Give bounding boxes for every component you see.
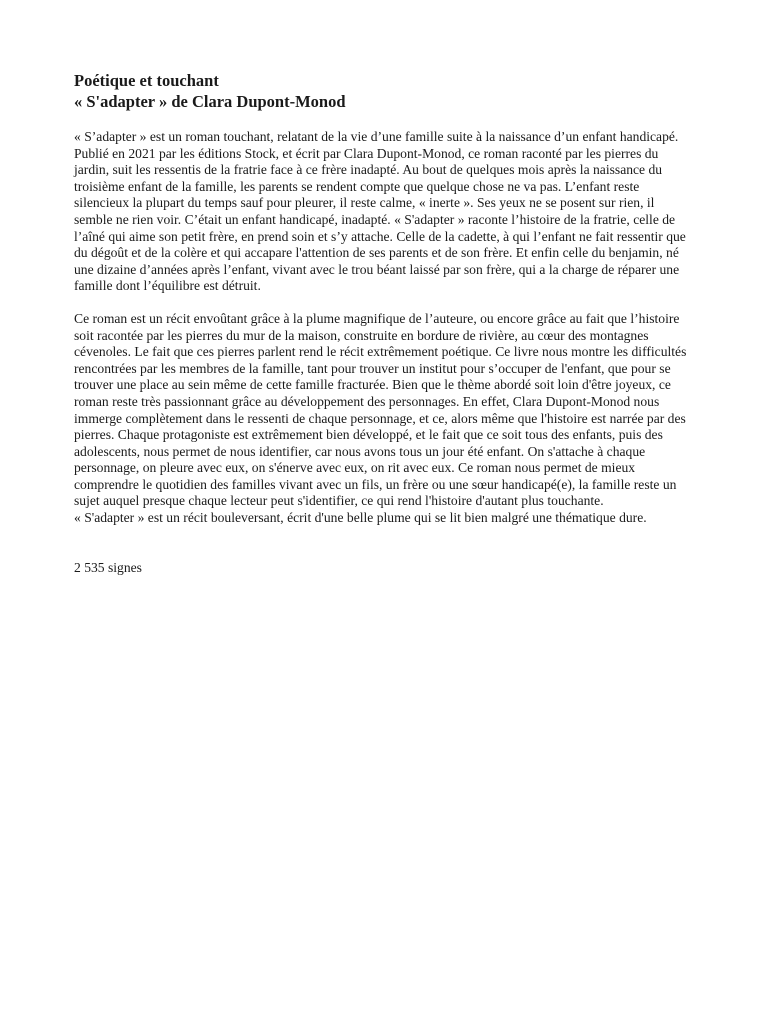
sign-count: 2 535 signes [74,559,142,575]
signes-spacer [74,527,694,560]
paragraph-intro: « S’adapter » est un roman touchant, relatant de la vie d’une famille suite à la naissance d’un enfant handicapé. Publié en 2021 par les éditions Stock, et écrit par Clara Dupont-Monod, ce roman raconté par les pierres du jardin, suit les ressentis de la fratrie face à ce frère inadapté. Au bout de quelques mois après la naissance du troisième enfant de la famille, les parents se rendent compte que quelque chose ne va pas. L’enfant reste silencieux la plupart du temps sauf pour pleurer, il reste calme, « inerte ». Ses yeux ne se posent sur rien, il semble ne rien voir. C’était un enfant handicapé, inadapté. « S'adapter » raconte l’histoire de la fratrie, celle de l’aîné qui aime son petit frère, en prend soin et s’y attache. Celle de la cadette, à qui l’enfant ne fait ressentir que du dégoût et de la colère et qui accapare l'attention de ses parents et de son frère. Et enfin celle du benjamin, né une dizaine d’années après l’enfant, vivant avec le trou béant laissé par son frère, qui a la charge de réparer une famille dont l’équilibre est détruit. [74,129,686,294]
paragraph-spacer [74,295,694,311]
paragraph-conclusion: « S'adapter » est un récit bouleversant, écrit d'une belle plume qui se lit bien malgré une thématique dure. [74,510,647,526]
title-line-1: Poétique et touchant [74,71,219,90]
document-title [74,70,694,112]
paragraph-review: Ce roman est un récit envoûtant grâce à la plume magnifique de l’auteure, ou encore grâce au fait que l’histoire soit racontée par les pierres du mur de la maison, construite en bordure de rivière, au cœur des montagnes cévenoles. Le fait que ces pierres parlent rend le récit extrêmement poétique. Ce livre nous montre les difficultés rencontrées par les membres de la famille, tant pour trouver un institut pour s’occuper de l'enfant, que pour se trouver une place au sein même de cette famille fracturée. Bien que le thème abordé soit loin d'être joyeux, ce roman reste très passionnant grâce au développement des personnages. En effet, Clara Dupont-Monod nous immerge complètement dans le ressenti de chaque personnage, et ce, alors même que l'histoire est narrée par des pierres. Chaque protagoniste est extrêmement bien développé, et le fait que ce soit tous des enfants, puis des adolescents, nous permet de nous identifier, car nous avons tous un jour été enfant. On s'attache à chaque personnage, on pleure avec eux, on s'énerve avec eux, on rit avec eux. Ce roman nous permet de mieux comprendre le quotidien des familles vivant avec un fils, un frère ou une sœur handicapé(e), la famille reste un sujet auquel presque chaque lecteur peut s'identifier, ce qui rend l'histoire d'autant plus touchante. [74,310,687,509]
title-line-2: « S'adapter » de Clara Dupont-Monod [74,92,346,111]
document-page [74,70,694,576]
